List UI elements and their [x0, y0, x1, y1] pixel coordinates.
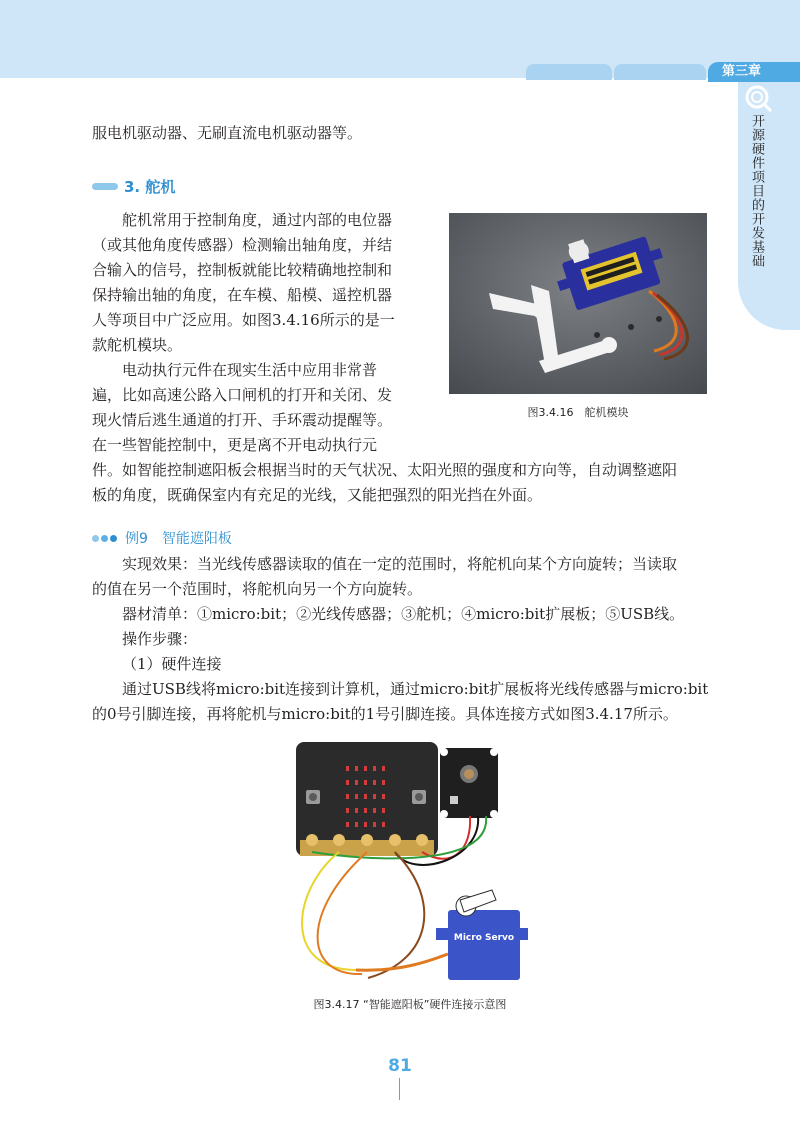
para1-line: （或其他角度传感器）检测输出轴角度，并结: [92, 236, 393, 254]
figure-3-4-17-caption: 图3.4.17 “智能遮阳板”硬件连接示意图: [313, 998, 507, 1011]
micro-servo-label: Micro Servo: [453, 933, 515, 943]
steps-label: 操作步骤：: [122, 630, 198, 648]
para2-line: 板的角度，既确保室内有充足的光线，又能把强烈的阳光挡在外面。: [92, 486, 543, 504]
connection-line: 的0号引脚连接，再将舵机与micro:bit的1号引脚连接。具体连接方式如图3.4.17所示。: [92, 705, 678, 723]
para2-line: 电动执行元件在现实生活中应用非常普: [122, 361, 378, 379]
step-1-label: （1）硬件连接: [122, 655, 222, 673]
effect-line: 的值在另一个范围时，将舵机向另一个方向旋转。: [92, 580, 423, 598]
example-label: 例9: [125, 531, 148, 547]
figure-3-4-16-caption: 图3.4.16 舵机模块: [527, 406, 629, 419]
para1-line: 合输入的信号，控制板就能比较精确地控制和: [92, 261, 393, 279]
para1-line: 人等项目中广泛应用。如图3.4.16所示的是一: [92, 311, 395, 329]
page-number-tick: [399, 1078, 400, 1100]
wiring-diagram: [292, 740, 528, 992]
servo-photo: [449, 213, 707, 394]
para2-line: 遍，比如高速公路入口闸机的打开和关闭、发: [92, 386, 393, 404]
section-heading: [92, 174, 175, 198]
continued-text: 服电机驱动器、无刷直流电机驱动器等。: [92, 124, 363, 142]
para1-line: 舵机常用于控制角度，通过内部的电位器: [122, 211, 393, 229]
magnifier-logo-icon: [744, 84, 772, 112]
para2-line: 件。如智能控制遮阳板会根据当时的天气状况、太阳光照的强度和方向等，自动调整遮阳: [92, 461, 678, 479]
chapter-tab: 第三章: [708, 62, 800, 82]
servo-photo-illustration: [449, 213, 707, 394]
example-heading: [92, 528, 232, 548]
connection-line: 通过USB线将micro:bit连接到计算机，通过micro:bit扩展板将光线传感器与micro:bit: [122, 680, 709, 698]
page-number: 81: [388, 1056, 412, 1076]
effect-line: 实现效果：当光线传感器读取的值在一定的范围时，将舵机向某个方向旋转；当读取: [122, 555, 678, 573]
example-title: 智能遮阳板: [161, 531, 232, 547]
header-tab-decoration: [526, 64, 612, 80]
side-chapter-title: 开源硬件项目的开发基础: [749, 114, 764, 268]
para2-line: 现火情后逃生通道的打开、手环震动提醒等。: [92, 411, 393, 429]
header-tab-decoration: [614, 64, 706, 80]
para1-line: 款舵机模块。: [92, 336, 183, 354]
example-dots-icon: [92, 535, 119, 542]
para2-line: 在一些智能控制中，更是离不开电动执行元: [92, 436, 378, 454]
para1-line: 保持输出轴的角度，在车模、船模、遥控机器: [92, 286, 393, 304]
section-heading-text: 3. 舵机: [124, 177, 176, 196]
materials-line: 器材清单：①micro:bit；②光线传感器；③舵机；④micro:bit扩展板；⑤USB线。: [122, 605, 685, 623]
micro-servo-body: [448, 910, 520, 980]
heading-bar: [92, 183, 118, 190]
